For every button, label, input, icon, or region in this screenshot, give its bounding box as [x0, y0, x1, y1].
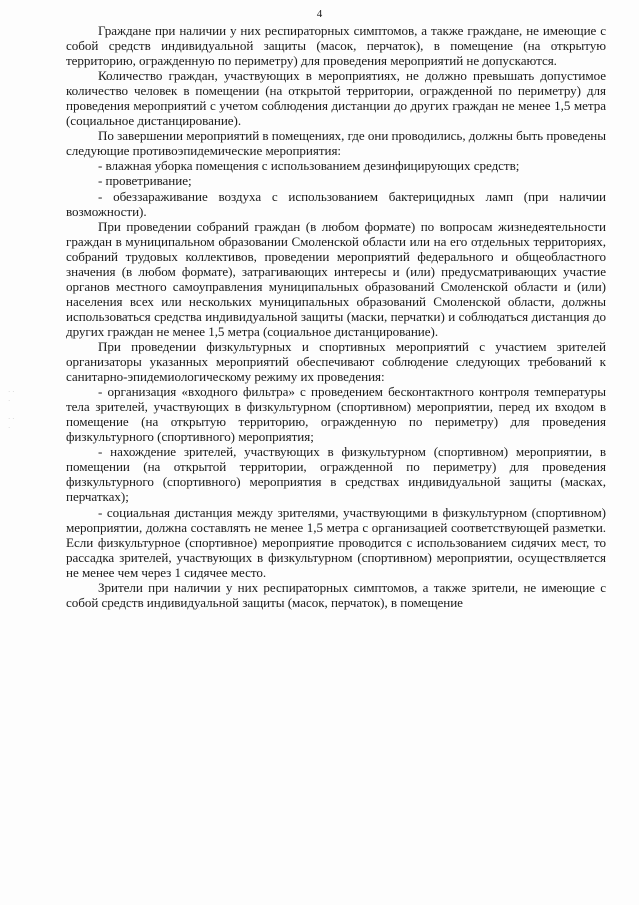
list-item: - проветривание;: [98, 173, 192, 189]
scan-artifact: · · · · · ·: [8, 388, 15, 432]
list-item: - социальная дистанция между зрителями, участвующими в физкультурном (спортивном) мероприятии, должна составлять не менее 1,5 метра с организацией соответствующей разметки. Если физкультурное (спортивное) мероприятие проводится с использованием сидячих мест, то рассадка зрителей, участвующих в физкультурном (спортивном) мероприятии, осуществляется не менее чем через 1 сидячее место.: [66, 504, 606, 580]
list-item: - обеззараживание воздуха с использованием бактерицидных ламп (при наличии возможности).: [66, 188, 606, 219]
paragraph: При проведении собраний граждан (в любом формате) по вопросам жизнедеятельности граждан в муниципальном образовании Смоленской области или на его отдельных территориях, собраний трудовых коллективов, проведении мероприятий федерального и общеобластного значения (в любом формате), затрагивающих интересы и (или) предусматривающих участие органов местного самоуправления муниципальных образований Смоленской области и (или) населения всех или нескольких муниципальных образований Смоленской области, должны использоваться средства индивидуальной защиты (маски, перчатки) и соблюдаться дистанция до других граждан не менее 1,5 метра (социальное дистанцирование).: [66, 218, 606, 339]
paragraph: При проведении физкультурных и спортивных мероприятий с участием зрителей организаторы указанных мероприятий обеспечивают соблюдение следующих требований к санитарно-эпидемиологическому режиму их проведения:: [66, 338, 606, 385]
paragraph: Граждане при наличии у них респираторных симптомов, а также граждане, не имеющие с собой средств индивидуальной защиты (масок, перчаток), в помещение (на открытую территорию, огражденную по периметру) для проведения мероприятий не допускаются.: [66, 23, 606, 69]
page-number: 4: [316, 8, 323, 20]
paragraph: По завершении мероприятий в помещениях, где они проводились, должны быть проведены следующие противоэпидемические мероприятия:: [66, 128, 606, 159]
paragraph: Зрители при наличии у них респираторных симптомов, а также зрители, не имеющие с собой средств индивидуальной защиты (масок, перчаток), в помещение: [66, 579, 606, 610]
paragraph: Количество граждан, участвующих в мероприятиях, не должно превышать допустимое количество человек в помещении (на открытой территории, огражденной по периметру) для проведения мероприятий с учетом соблюдения дистанции до других граждан не менее 1,5 метра (социальное дистанцирование).: [66, 68, 606, 129]
list-item: - организация «входного фильтра» с проведением бесконтактного контроля температуры тела зрителей, участвующих в физкультурном (спортивном) мероприятии, перед их входом в помещение (на открытую территорию, огражденную по периметру) для проведения физкультурного (спортивного) мероприятия;: [66, 384, 606, 445]
document-body: [66, 23, 606, 610]
list-item: - влажная уборка помещения с использованием дезинфицирующих средств;: [98, 158, 520, 174]
list-item: - нахождение зрителей, участвующих в физкультурном (спортивном) мероприятии, в помещении (на открытой территории, огражденной по периметру) для проведения физкультурного (спортивного) мероприятия в средствах индивидуальной защиты (масках, перчатках);: [66, 444, 606, 505]
